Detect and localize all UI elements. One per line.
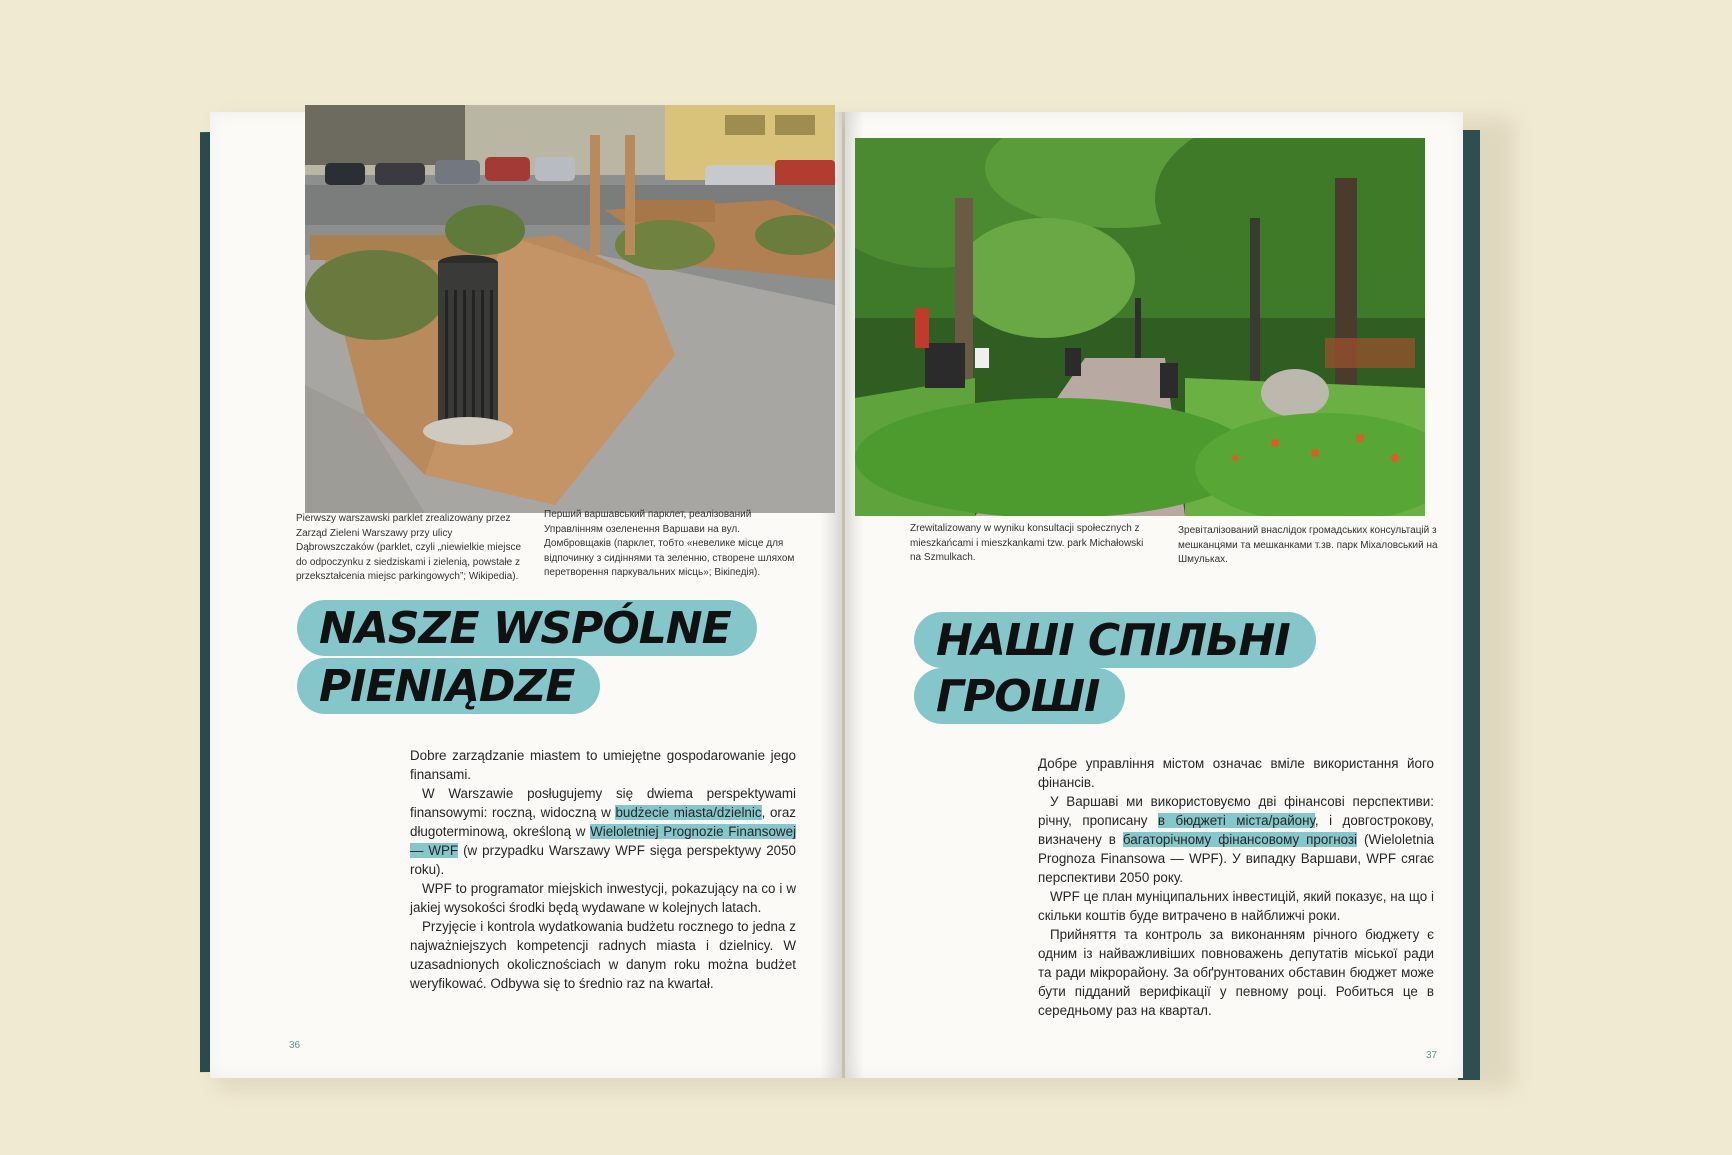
photo-caption-ukrainian-left: Перший варшавський парклет, реалізований Управлінням озеленення Варшави на вул. Домбровщаків (парклет, тобто «невелике місце для відпочинку з сидіннями та зеленню, створене шляхом перетворення паркувальних місць»; Вікіпедія). [544, 509, 795, 578]
body-text-ukrainian [1038, 754, 1434, 1020]
paragraph-2 [1038, 792, 1434, 887]
page-number-right: 37 [1426, 1050, 1438, 1061]
photo-caption-ukrainian-right: Зревіталізований внаслідок громадських консультацій з мешканцями та мешканками т.зв. парк Міхаловський на Шмульках. [1178, 525, 1438, 565]
paragraph-4: Przyjęcie i kontrola wydatkowania budżetu rocznego to jedna z najważniejszych kompetencji radnych miasta i dzielnicy. W uzasadnionych okolicznościach w danym roku można budżet weryfikować. Odbywa się to średnio raz na kwartał. [410, 919, 796, 992]
paragraph-1: Добре управління містом означає вміле використання його фінансів. [1038, 756, 1434, 791]
highlight-budget: в бюджеті міста/району [1157, 813, 1315, 829]
paragraph-2-part-b: , oraz długoterminową, określoną w [410, 805, 796, 840]
highlight-budget: budżecie miasta/dzielnic [615, 805, 762, 821]
paragraph-2-part-c: (Wieloletnia Prognoza Finansowa — WPF). У випадку Варшави, WPF сягає перспективи 2050 року. [1038, 832, 1434, 886]
highlight-wpf: Wieloletniej Prognozie Finansowej — WPF [410, 824, 796, 859]
paragraph-1: Dobre zarządzanie miastem to umiejętne gospodarowanie jego finansami. [410, 748, 796, 783]
title-line-1-ukrainian: НАШІ СПІЛЬНІ [914, 612, 1316, 668]
body-text-polish [410, 746, 796, 993]
parklet-photo [305, 105, 835, 513]
paragraph-2-part-b: , і довгострокову, визначену в [1038, 813, 1434, 848]
paragraph-3: WPF to programator miejskich inwestycji, pokazujący na co i w jakiej wysokości środki będą wydawane w kolejnych latach. [410, 881, 796, 916]
title-line-2-ukrainian: ГРОШІ [914, 668, 1125, 724]
photo-caption-polish-left: Pierwszy warszawski parklet zrealizowany przez Zarząd Zieleni Warszawy przy ulicy Dąbrowszczaków (parklet, czyli „niewielkie miejsce do odpoczynku z siedziskami i zielenią, powstałe z przekształcenia miejsc parkingowych”; Wikipedia). [296, 513, 522, 582]
paragraph-2-part-a: У Варшаві ми використовуємо дві фінансові перспективи: річну, прописану [1038, 794, 1434, 829]
paragraph-4: Прийняття та контроль за виконанням річного бюджету є одним із найважливіших повноважень депутатів міської ради та ради мікрорайону. За обґрунтованих обставин бюджет може бути підданий верифікації у певному році. Робиться це в середньому раз на квартал. [1038, 927, 1434, 1019]
paragraph-2 [410, 784, 796, 879]
photo-caption-polish-right: Zrewitalizowany w wyniku konsultacji społecznych z mieszkańcami i mieszkankami tzw. park Michałowski na Szmulkach. [910, 523, 1144, 563]
highlight-forecast: багаторічному фінансовому прогнозі [1122, 832, 1358, 848]
paragraph-3: WPF це план муніципальних інвестицій, який показує, на що і скільки коштів буде витрачено в найближчі роки. [1038, 889, 1434, 924]
paragraph-2-part-c: (w przypadku Warszawy WPF sięga perspektywy 2050 roku). [410, 843, 796, 878]
title-line-1-polish: NASZE WSPÓLNE [297, 600, 757, 656]
park-photo [855, 138, 1425, 516]
title-line-2-polish: PIENIĄDZE [297, 658, 600, 714]
paragraph-2-part-a: W Warszawie posługujemy się dwiema perspektywami finansowymi: roczną, widoczną w [410, 786, 796, 821]
page-number-left: 36 [289, 1040, 301, 1051]
